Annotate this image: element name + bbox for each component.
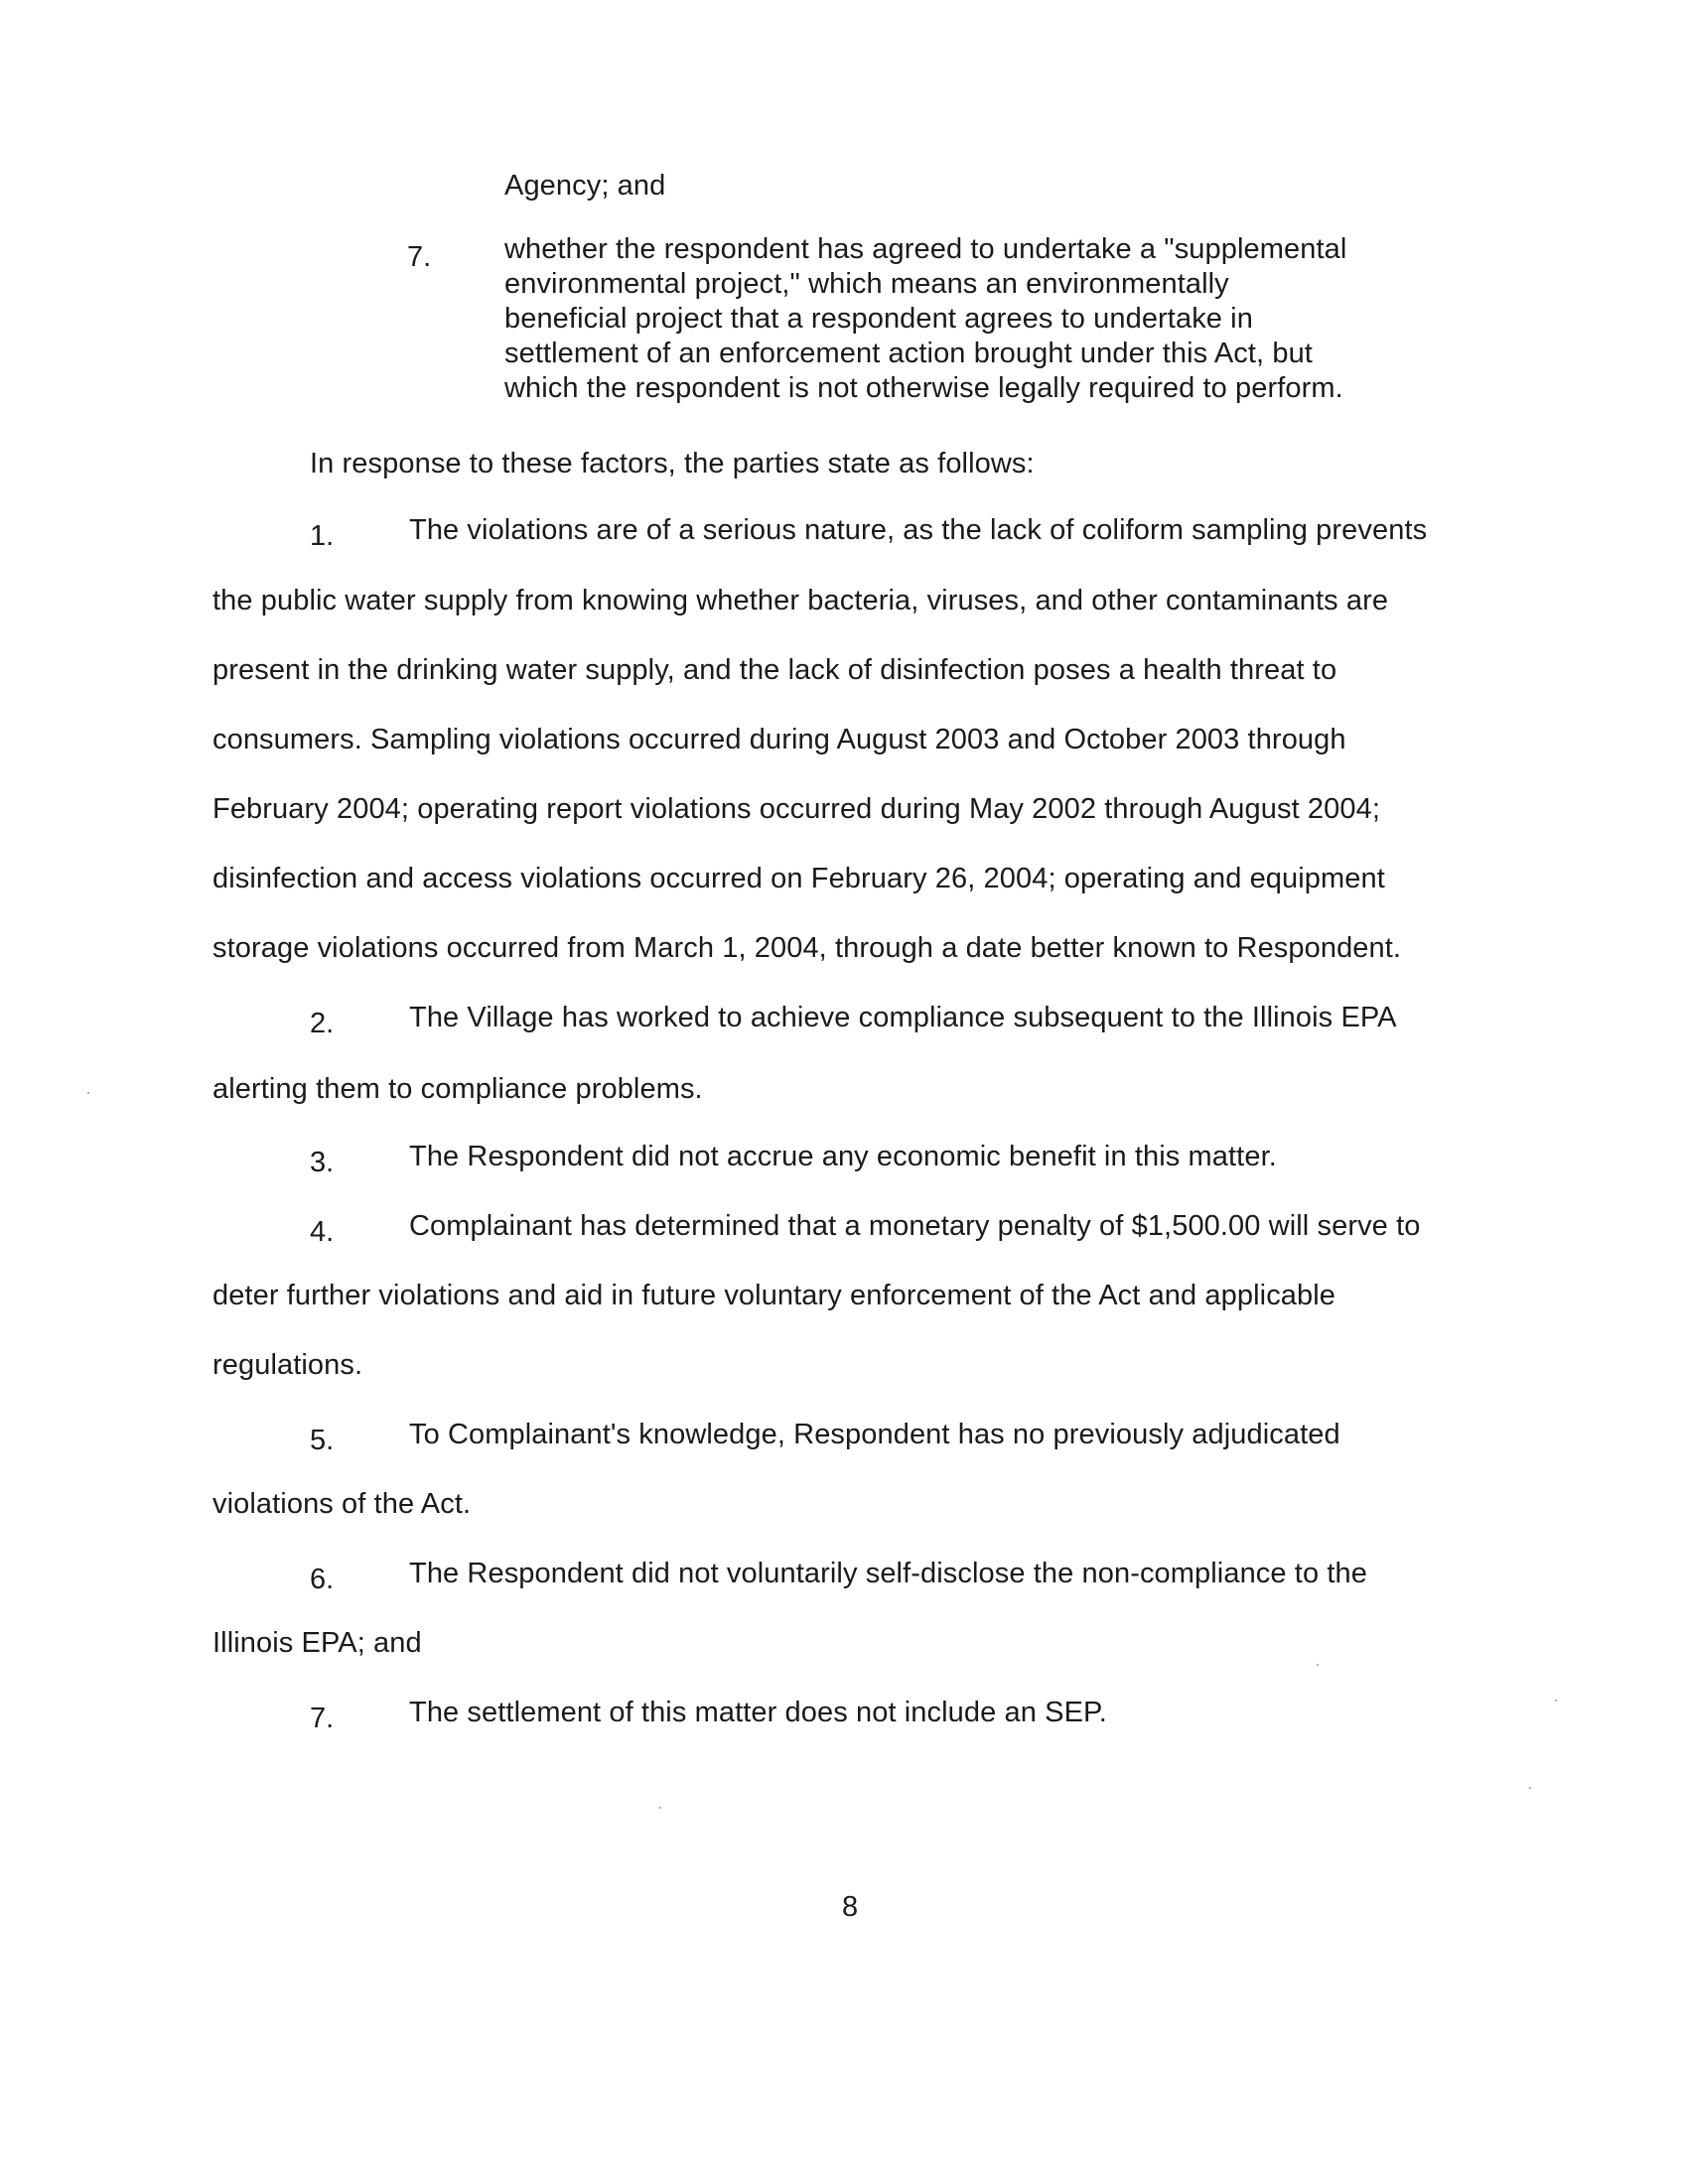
item-line: The settlement of this matter does not include an SEP. [409,1697,1107,1728]
item-line: The Respondent did not voluntarily self-disclose the non-compliance to the [409,1558,1367,1589]
quoted-item-line: whether the respondent has agreed to undertake a "supplemental [504,233,1347,265]
item-number: 3. [310,1147,335,1178]
item-line: alerting them to compliance problems. [212,1073,703,1105]
item-line: violations of the Act. [212,1488,472,1520]
item-line: Illinois EPA; and [212,1627,422,1659]
item-number: 5. [310,1425,335,1456]
item-line: The Village has worked to achieve compliance subsequent to the Illinois EPA [409,1002,1397,1033]
item-line: present in the drinking water supply, and the lack of disinfection poses a health threat to [212,654,1337,686]
item-line: The Respondent did not accrue any economic benefit in this matter. [409,1141,1277,1172]
scan-speck [87,1092,89,1094]
quoted-item-line: settlement of an enforcement action brought under this Act, but [504,338,1313,369]
item-line: consumers. Sampling violations occurred during August 2003 and October 2003 through [212,724,1346,755]
item-line: To Complainant's knowledge, Respondent has no previously adjudicated [409,1419,1340,1450]
item-line: the public water supply from knowing whether bacteria, viruses, and other contaminants are [212,585,1389,616]
item-number: 2. [310,1008,335,1039]
top-fragment: Agency; and [504,170,666,202]
scan-speck [1555,1700,1557,1702]
quoted-item-line: which the respondent is not otherwise legally required to perform. [504,372,1343,404]
scan-speck [1529,1787,1531,1789]
item-number: 7. [310,1703,335,1734]
item-number: 4. [310,1216,335,1248]
item-number: 6. [310,1564,335,1595]
scan-speck [659,1807,661,1809]
item-line: regulations. [212,1349,363,1381]
item-line: Complainant has determined that a monetary penalty of $1,500.00 will serve to [409,1210,1421,1242]
item-line: storage violations occurred from March 1, 2004, through a date better known to Respondent. [212,932,1402,964]
intro-paragraph: In response to these factors, the parties state as follows: [310,448,1035,479]
item-line: February 2004; operating report violations occurred during May 2002 through August 2004; [212,793,1380,825]
quoted-item-number: 7. [407,241,432,273]
page-number: 8 [842,1891,859,1923]
item-line: The violations are of a serious nature, as the lack of coliform sampling prevents [409,514,1428,546]
quoted-item-line: environmental project," which means an environmentally [504,268,1229,300]
item-number: 1. [310,520,335,552]
item-line: disinfection and access violations occurred on February 26, 2004; operating and equipment [212,863,1385,894]
scan-speck [1317,1664,1319,1666]
quoted-item-line: beneficial project that a respondent agrees to undertake in [504,303,1253,335]
item-line: deter further violations and aid in future voluntary enforcement of the Act and applicable [212,1280,1336,1311]
